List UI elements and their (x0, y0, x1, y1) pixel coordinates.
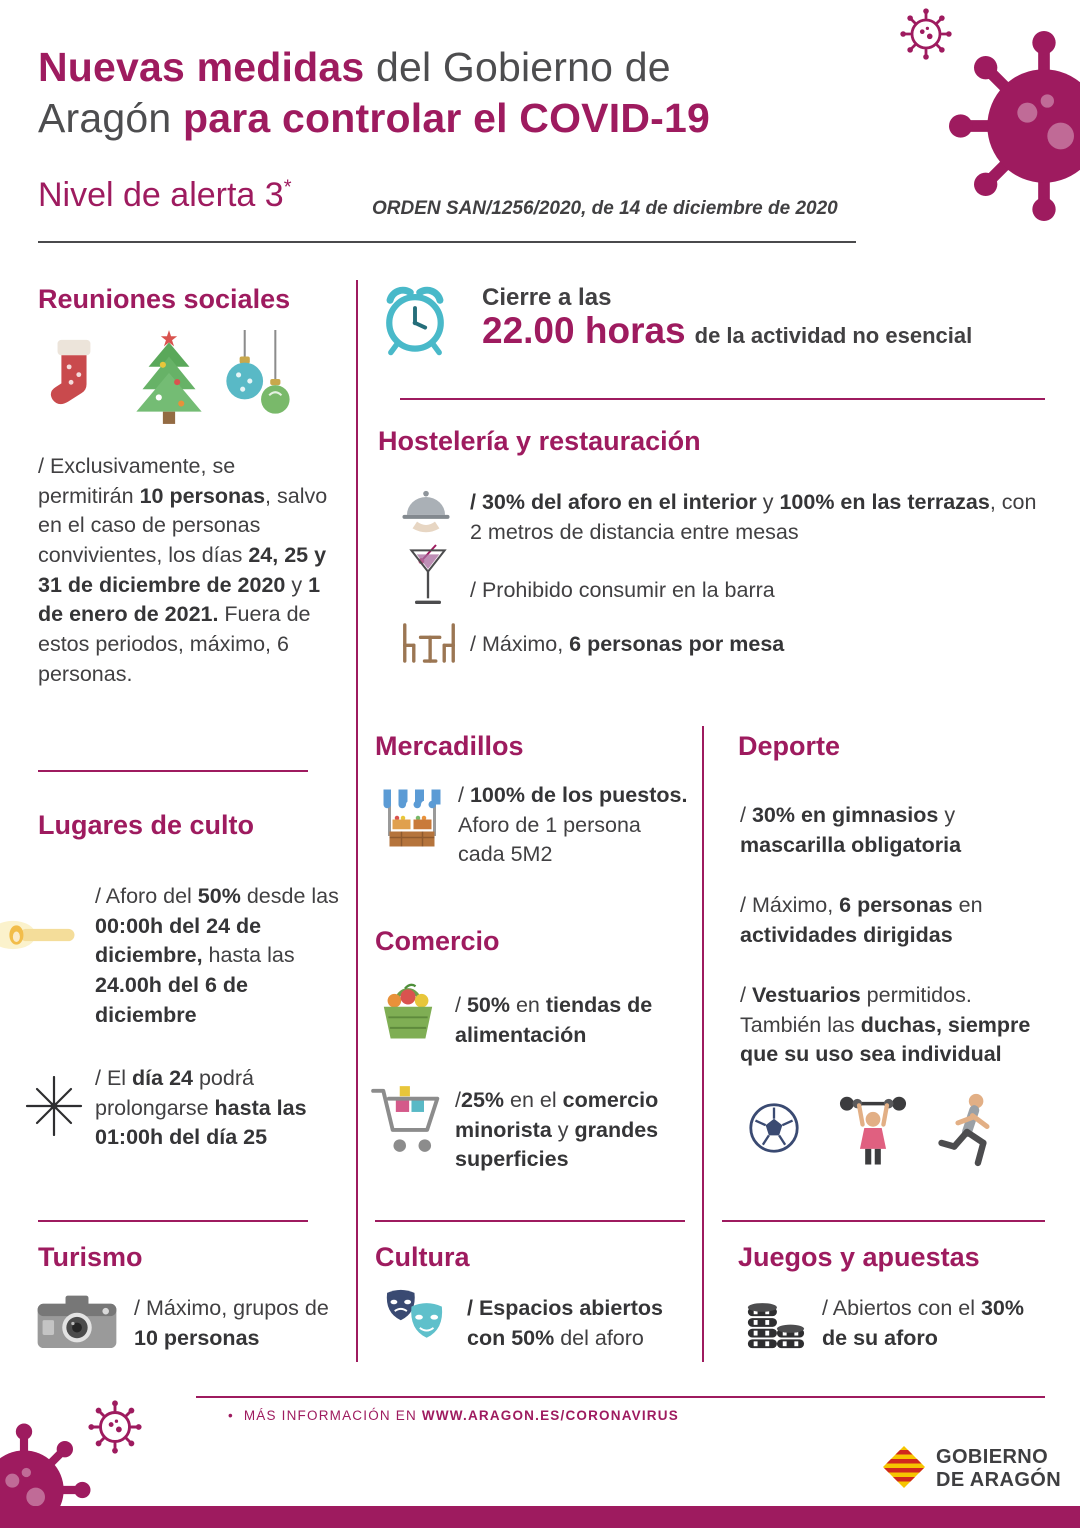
cultura-text: / Espacios abiertos con 50% del aforo (467, 1296, 663, 1350)
table-chairs-icon (398, 618, 460, 668)
section-heading-hosteleria: Hostelería y restauración (378, 426, 701, 456)
cloche-icon (398, 486, 454, 536)
section-heading-juegos: Juegos y apuestas (738, 1242, 980, 1272)
aragon-logo-text: GOBIERNO DE ARAGÓN (936, 1446, 1062, 1491)
divider (375, 1220, 685, 1222)
divider (38, 1220, 308, 1222)
section-heading-turismo: Turismo (38, 1242, 143, 1272)
juegos-text: / Abiertos con el 30% de su aforo (822, 1296, 1024, 1350)
soccer-ball-icon (748, 1102, 800, 1154)
aragon-flag-icon (882, 1444, 926, 1490)
virus-icon (86, 1398, 144, 1456)
order-reference: ORDEN SAN/1256/2020, de 14 de diciembre de 2020 (372, 198, 838, 219)
culto-item-1: / Aforo del 50% desde las 00:00h del 24 de diciembre, hasta las 24.00h del 6 de diciembre (95, 884, 339, 1027)
turismo-text: / Máximo, grupos de 10 personas (134, 1296, 329, 1350)
culto-item-2: / El día 24 podrá prolongarse hasta las 01:00h del día 25 (95, 1066, 307, 1150)
divider (38, 770, 308, 772)
section-heading-cultura: Cultura (375, 1242, 470, 1272)
comercio-item-1: / 50% en tiendas de alimentación (455, 993, 653, 1047)
camera-icon (36, 1290, 118, 1352)
footer-info: • MÁS INFORMACIÓN EN WWW.ARAGON.ES/CORONAVIRUS (228, 1408, 679, 1423)
market-stall-icon (382, 786, 442, 856)
section-heading-deporte: Deporte (738, 731, 841, 761)
section-heading-reuniones: Reuniones sociales (38, 284, 291, 314)
comercio-item-2: /25% en el comercio minorista y grandes superficies (455, 1088, 659, 1172)
footer-rule (196, 1396, 1045, 1398)
mercadillos-text: / 100% de los puestos. Aforo de 1 persona cada 5M2 (458, 783, 688, 867)
poker-chips-icon (744, 1290, 806, 1352)
weightlifter-icon (838, 1088, 908, 1168)
section-heading-comercio: Comercio (375, 926, 500, 956)
cocktail-icon (408, 540, 448, 614)
alert-level: Nivel de alerta 3* (38, 176, 292, 214)
section-heading-culto: Lugares de culto (38, 810, 255, 840)
ornaments-icon (222, 330, 296, 430)
deporte-item-3: / Vestuarios permitidos. También las duchas, siempre que su uso sea individual (740, 983, 1031, 1067)
closing-intro: Cierre a las (482, 284, 612, 311)
hosteleria-item-2: / Prohibido consumir en la barra (470, 578, 775, 602)
shopping-cart-icon (370, 1072, 442, 1166)
divider (356, 280, 358, 1362)
christmas-stocking-icon (44, 332, 102, 424)
hosteleria-item-3: / Máximo, 6 personas por mesa (470, 632, 785, 656)
deporte-item-2: / Máximo, 6 personas en actividades dirigidas (740, 893, 983, 947)
divider (702, 726, 704, 1362)
virus-icon (944, 26, 1080, 226)
candle-icon (0, 912, 78, 958)
deporte-item-1: / 30% en gimnasios y mascarilla obligatoria (740, 803, 962, 857)
closing-time: 22.00 horas de la actividad no esencial (482, 310, 973, 351)
alarm-clock-icon (376, 280, 454, 358)
theater-masks-icon (381, 1285, 451, 1351)
runner-icon (936, 1092, 998, 1172)
divider (722, 1220, 1045, 1222)
section-heading-mercadillos: Mercadillos (375, 731, 524, 761)
header-rule (38, 241, 856, 243)
star-icon (24, 1076, 84, 1136)
christmas-tree-icon (128, 326, 210, 428)
bottom-bar (0, 1506, 1080, 1528)
page-title: Nuevas medidas del Gobierno de Aragón para controlar el COVID-19 (38, 44, 710, 141)
divider (400, 398, 1045, 400)
hosteleria-item-1: / 30% del aforo en el interior y 100% en las terrazas, con 2 metros de distancia entre mesas (470, 490, 1037, 544)
reuniones-text: / Exclusivamente, se permitirán 10 personas, salvo en el caso de personas convivientes, los días 24, 25 y 31 de diciembre de 2020 y 1 de enero de 2021. Fuera de estos periodos, máximo, 6 personas. (38, 454, 328, 686)
grocery-basket-icon (377, 981, 439, 1043)
